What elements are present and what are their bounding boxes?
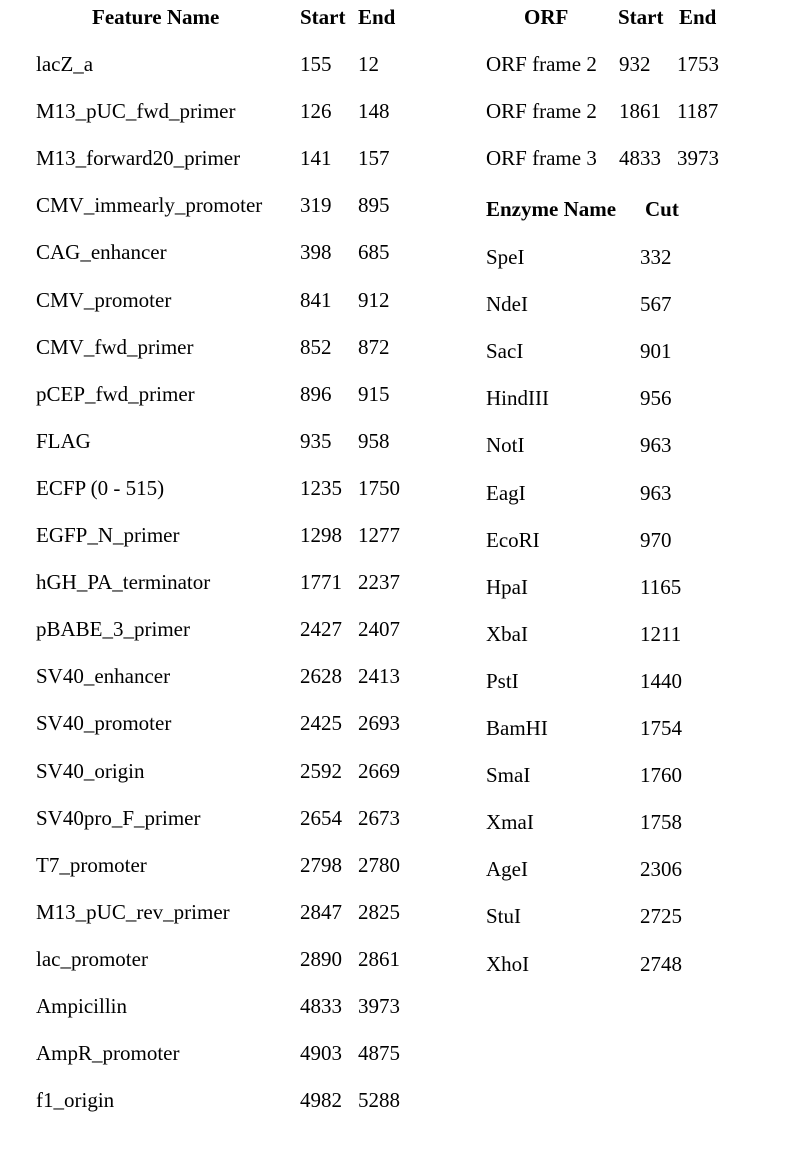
feature-end: 2673 (358, 805, 400, 830)
feature-name: SV40_promoter (36, 711, 172, 736)
feature-end: 2237 (358, 570, 400, 595)
enzyme-name: XmaI (486, 810, 534, 835)
feature-name: lacZ_a (36, 52, 94, 76)
feature-name: SV40_origin (36, 758, 145, 783)
enzyme-cut: 2748 (640, 951, 682, 976)
feature-end: 915 (358, 381, 390, 406)
feature-end: 958 (358, 428, 390, 453)
enzyme-name: XbaI (486, 621, 528, 646)
feature-start: 896 (300, 381, 332, 406)
enzyme-name: HpaI (486, 574, 528, 599)
enzyme-name: HindIII (486, 386, 549, 411)
enzyme-name: PstI (486, 668, 519, 693)
feature-name: FLAG (36, 428, 91, 453)
feature-start: 126 (300, 99, 332, 124)
orf-start: 4833 (619, 146, 661, 171)
feature-end-header: End (358, 5, 396, 29)
enzyme-cut: 567 (640, 292, 672, 317)
feature-start: 1771 (300, 570, 342, 595)
enzyme-name: SpeI (486, 245, 525, 269)
enzyme-name: NotI (486, 433, 525, 458)
feature-start: 4982 (300, 1088, 342, 1113)
feature-start: 155 (300, 52, 332, 76)
feature-start-header: Start (300, 5, 346, 29)
orf-end: 3973 (677, 146, 719, 171)
enzyme-name: EagI (486, 480, 526, 505)
orf-start: 932 (619, 52, 651, 76)
feature-name: Ampicillin (36, 994, 127, 1018)
feature-name: M13_forward20_primer (36, 146, 241, 171)
feature-start: 4833 (300, 994, 342, 1018)
enzyme-cut: 1165 (640, 574, 682, 599)
enzyme-name: NdeI (486, 292, 528, 317)
enzyme-cut: 963 (640, 480, 672, 505)
feature-name: CMV_promoter (36, 287, 172, 312)
enzyme-cut: 1760 (640, 763, 682, 788)
feature-start: 141 (300, 146, 332, 171)
enzyme-name: AgeI (486, 857, 528, 882)
enzyme-name: SacI (486, 339, 524, 364)
feature-start: 2847 (300, 899, 342, 924)
feature-name: pCEP_fwd_primer (36, 381, 195, 406)
enzyme-cut: 1758 (640, 810, 682, 835)
orf-end: 1753 (677, 52, 719, 76)
enzyme-cut: 956 (640, 386, 672, 411)
feature-name: lac_promoter (36, 946, 148, 971)
enzyme-cut: 332 (640, 245, 672, 269)
feature-start: 2425 (300, 711, 342, 736)
feature-name: T7_promoter (36, 852, 147, 877)
feature-name: AmpR_promoter (36, 1041, 180, 1066)
feature-start: 4903 (300, 1041, 342, 1066)
feature-name: CMV_immearly_promoter (36, 193, 263, 218)
orf-name-header: ORF (524, 5, 569, 29)
orf-end-header: End (679, 5, 717, 29)
feature-start: 852 (300, 334, 332, 359)
enzyme-cut: 970 (640, 527, 672, 552)
feature-name: SV40_enhancer (36, 664, 171, 689)
feature-start: 2592 (300, 758, 342, 783)
orf-end: 1187 (677, 99, 719, 124)
feature-end: 2825 (358, 899, 400, 924)
feature-name: ECFP (0 - 515) (36, 475, 165, 500)
feature-name: SV40pro_F_primer (36, 805, 201, 830)
feature-name: f1_origin (36, 1088, 115, 1113)
feature-name: hGH_PA_terminator (36, 570, 211, 595)
feature-end: 912 (358, 287, 390, 312)
feature-end: 3973 (358, 994, 400, 1018)
enzyme-cut: 1754 (640, 716, 682, 740)
feature-end: 2780 (358, 852, 400, 877)
feature-start: 841 (300, 287, 332, 312)
feature-name: M13_pUC_fwd_primer (36, 99, 236, 124)
enzyme-cut: 1440 (640, 668, 682, 693)
feature-end: 5288 (358, 1088, 400, 1113)
enzyme-name: XhoI (486, 951, 530, 976)
feature-start: 935 (300, 428, 332, 453)
feature-end: 157 (358, 146, 390, 171)
feature-end: 2861 (358, 946, 400, 971)
feature-end: 2669 (358, 758, 400, 783)
feature-end: 1750 (358, 475, 400, 500)
enzyme-cut: 2725 (640, 904, 682, 929)
feature-start: 2654 (300, 805, 342, 830)
feature-end: 685 (358, 240, 390, 265)
feature-end: 12 (358, 52, 379, 76)
feature-end: 872 (358, 334, 390, 359)
enzyme-cut: 963 (640, 433, 672, 458)
enzyme-cut: 2306 (640, 857, 682, 882)
feature-start: 2890 (300, 946, 342, 971)
feature-name-header: Feature Name (92, 5, 220, 29)
orf-name: ORF frame 3 (486, 146, 597, 171)
orf-name: ORF frame 2 (486, 99, 597, 124)
enzyme-name: SmaI (486, 763, 531, 788)
feature-end: 2693 (358, 711, 400, 736)
feature-end: 4875 (358, 1041, 400, 1066)
feature-start: 2628 (300, 664, 342, 689)
feature-start: 2427 (300, 617, 342, 642)
feature-end: 148 (358, 99, 390, 124)
feature-end: 2407 (358, 617, 400, 642)
enzyme-name: EcoRI (486, 527, 540, 552)
feature-start: 319 (300, 193, 332, 218)
enzyme-cut-header: Cut (645, 197, 679, 221)
feature-end: 1277 (358, 523, 400, 547)
feature-name: M13_pUC_rev_primer (36, 899, 230, 924)
enzyme-name-header: Enzyme Name (486, 197, 617, 221)
feature-end: 2413 (358, 664, 400, 689)
orf-start-header: Start (618, 5, 664, 29)
feature-name: CAG_enhancer (36, 240, 167, 265)
enzyme-cut: 901 (640, 339, 672, 364)
enzyme-cut: 1211 (640, 621, 682, 646)
orf-name: ORF frame 2 (486, 52, 597, 76)
orf-start: 1861 (619, 99, 661, 124)
feature-start: 398 (300, 240, 332, 265)
enzyme-name: BamHI (486, 716, 548, 740)
feature-name: CMV_fwd_primer (36, 334, 194, 359)
feature-end: 895 (358, 193, 390, 218)
feature-name: pBABE_3_primer (36, 617, 190, 642)
feature-start: 1235 (300, 475, 342, 500)
feature-start: 1298 (300, 523, 342, 547)
enzyme-name: StuI (486, 904, 522, 929)
feature-start: 2798 (300, 852, 342, 877)
feature-name: EGFP_N_primer (36, 523, 180, 547)
